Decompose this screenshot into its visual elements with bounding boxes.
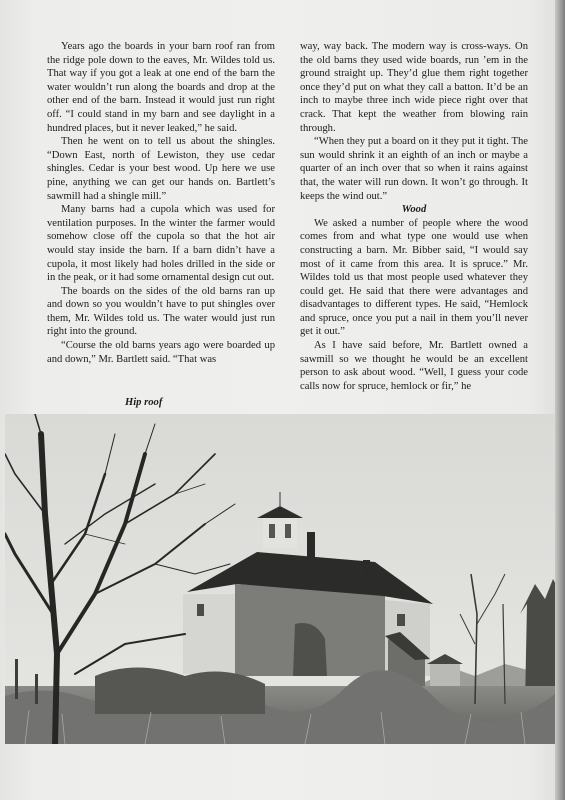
paragraph: As I have said before, Mr. Bartlett owned a sawmill so we thought he would be an excellent person to ask about wood. “Well, I guess your code calls now for spruce, hemlock or fir,” he bbox=[300, 340, 528, 392]
barn-photograph bbox=[5, 414, 561, 744]
paragraph: way, way back. The modern way is cross-ways. On the old barns they used wide boards, run ’em in the ground straight up. They’d glue them right together once they’d put on what they call a batton. It’d be an inch to maybe three inch wide piece right over that crack. That kept the weather from blowing rain through. bbox=[300, 41, 528, 134]
paragraph: Years ago the boards in your barn roof ran from the ridge pole down to the eaves, Mr. Wildes told us. That way if you got a leak at one end of the barn the water wouldn’t run along the boards and drop at the other end of the barn. Instead it would just run right off. “I could stand in my barn and see daylight in a hundred places, but it never leaked,” he said. bbox=[47, 41, 275, 134]
paragraph: Many barns had a cupola which was used for ventilation purposes. In the winter the farmer would somehow close off the cupola so that the hot air would stay inside the barn. If a barn didn’t have a cupola, it most likely had holes drilled in the side or in the peak, or it had some ornamental design cut out. bbox=[47, 204, 275, 284]
paragraph: Then he went on to tell us about the shingles. “Down East, north of Lewiston, they use cedar shingles. Cedar is your best wood. Up here we use pine, anything we can get our hands on. Bartlett’s sawmill had a shingle mill.” bbox=[47, 136, 275, 202]
left-text-column bbox=[47, 40, 275, 366]
paragraph: The boards on the sides of the old barns ran up and down so you wouldn’t have to put shingles over them, Mr. Wildes told us. The water would just run right into the ground. bbox=[47, 285, 275, 338]
paragraph: “When they put a board on it they put it tight. The sun would shrink it an eighth of an inch or maybe a quarter of an inch over that so when it rains against that, the water will run down. It won’t go through. It keeps the wind out.” bbox=[300, 136, 528, 202]
right-text-column bbox=[300, 40, 528, 393]
paragraph: We asked a number of people where the wood comes from and what type one would use when constructing a barn. Mr. Bibber said, “I would say most of it came from this area. It is spruce.” Mr. Wildes told us that most people used whatever they could get. He said that there were advantages and disadvantages to different types. He said, “Hemlock and spruce, once you put a nail in them you’ll never get it out.” bbox=[300, 217, 528, 338]
photo-caption: Hip roof bbox=[125, 397, 163, 408]
section-heading: Wood bbox=[401, 204, 427, 216]
barn-photo-illustration bbox=[5, 414, 561, 744]
paragraph: “Course the old barns years ago were boarded up and down,” Mr. Bartlett said. “That was bbox=[47, 340, 275, 365]
page-spine-shadow bbox=[555, 0, 565, 800]
